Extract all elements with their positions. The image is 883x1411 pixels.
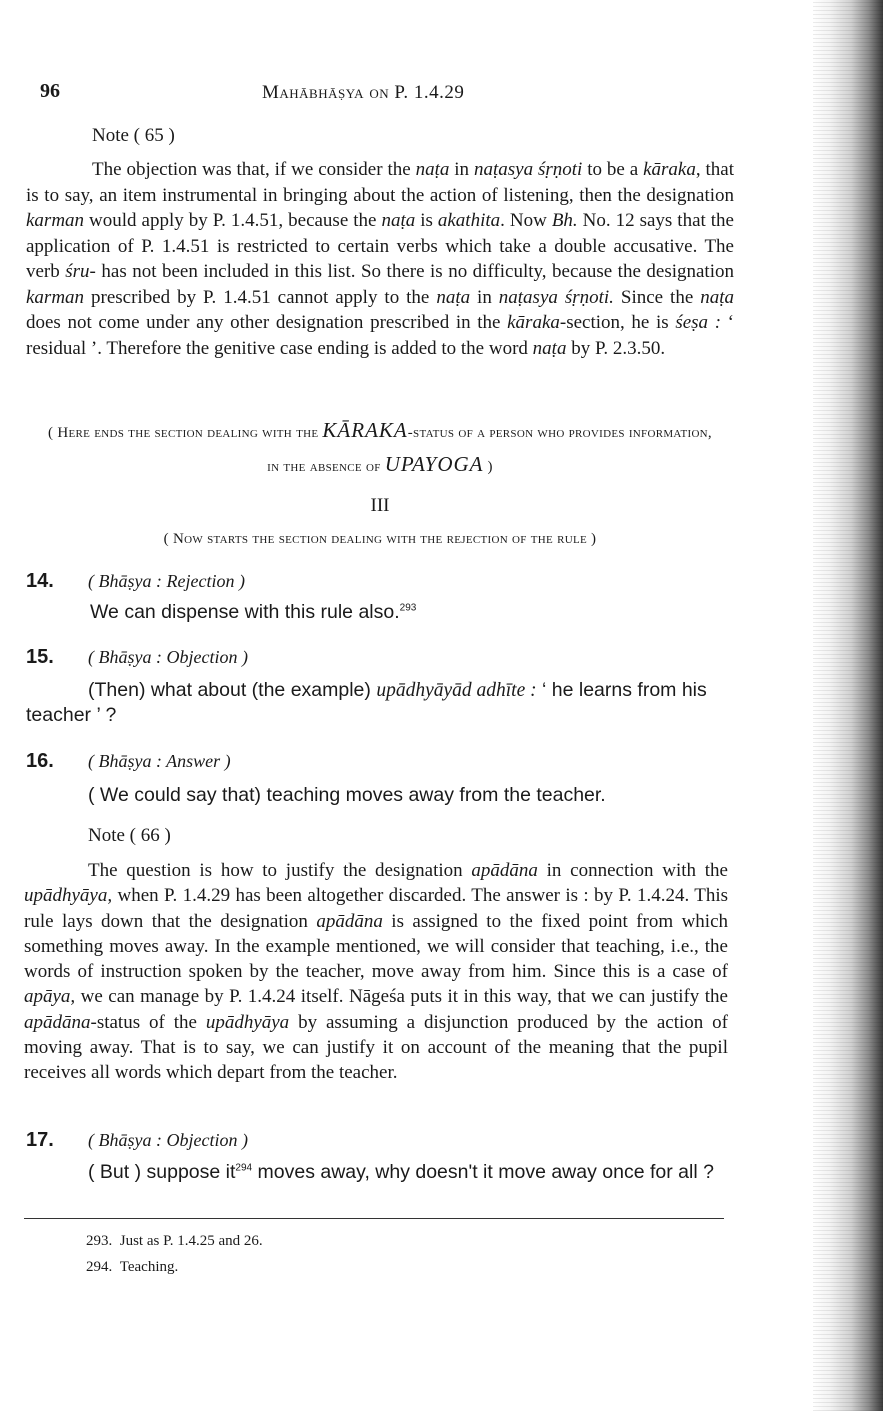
page-number: 96 xyxy=(40,80,60,102)
footnote-ref-294: 294 xyxy=(235,1162,253,1174)
running-title-text: Mahābhāṣya on xyxy=(262,82,390,103)
bhasya-14-text: We can dispense with this rule also.$^{293}$ xyxy=(90,601,417,623)
bhasya-17-text: ( But ) suppose $it^{294}$ moves away, why doesn't it move away once for all ? xyxy=(88,1161,714,1183)
item-number: 15. xyxy=(26,646,54,668)
bhasya-16-text: ( We could say that) teaching moves away from the teacher. xyxy=(88,784,606,806)
bhasya-label: ( Bhāṣya : Rejection ) xyxy=(88,571,245,591)
footnote-divider xyxy=(24,1218,724,1219)
section-end-notice: ( Here ends the section dealing with the KĀRAKA-status of a person who provides information, in the absence of UPAYOGA ) xyxy=(48,418,712,476)
book-spine-shadow xyxy=(813,0,883,1411)
bhasya-label: ( Bhāṣya : Answer ) xyxy=(88,751,231,771)
bhasya-item-14 xyxy=(26,570,746,598)
bhasya-item-17 xyxy=(26,1129,746,1157)
bhasya-label: ( Bhāṣya : Objection ) xyxy=(88,1130,248,1150)
footnote-294: 294. Teaching. xyxy=(86,1259,179,1275)
footnote-ref-293: 293 xyxy=(399,602,417,614)
page-header xyxy=(40,80,780,110)
bhasya-15-text: (Then) what about (the example) upādhyāyād adhīte : ‘ he learns from his teacher ’ ? xyxy=(26,679,707,726)
note-66-heading: Note ( 66 ) xyxy=(88,825,171,846)
item-number: 16. xyxy=(26,750,54,772)
note-65-heading: Note ( 65 ) xyxy=(92,125,175,146)
bhasya-item-15 xyxy=(26,646,746,674)
section-number: III xyxy=(370,495,390,516)
item-number: 14. xyxy=(26,570,54,592)
note-66-body: The question is how to justify the designation apādāna in connection with the upādhyāya, when P. 1.4.29 has been altogether discarded. The answer is : by P. 1.4.24. This rule lays down that the designation apādāna is assigned to the fixed point from which something moves away. In the example mentioned, we will consider that teaching, i.e., the words of instruction spoken by the teacher, move away from him. Since this is a case of apāya, we can manage by P. 1.4.24 itself. Nāgeśa puts it in this way, that we can justify the apādāna-status of the upādhyāya by assuming a disjunction produced by the action of moving away. That is to say, we can justify it on account of the meaning that the pupil receives all words which depart from the teacher. xyxy=(24,860,728,1084)
running-title xyxy=(262,82,464,104)
bhasya-item-16 xyxy=(26,750,746,778)
footnote-293: 293. Just as P. 1.4.25 and 26. xyxy=(86,1233,263,1249)
note-65-body: The objection was that, if we consider the naṭa in naṭasya śṛṇoti to be a kāraka, that is to say, an item instrumental in bringing about the action of listening, then the designation karman would apply by P. 1.4.51, because the naṭa is akathita. Now Bh. No. 12 says that the application of P. 1.4.51 is restricted to certain verbs which take a double accusative. The verb śru- has not been included in this list. So there is no difficulty, because the designation karman prescribed by P. 1.4.51 cannot apply to the naṭa in naṭasya śṛṇoti. Since the naṭa does not come under any other designation prescribed in the kāraka-section, he is śeṣa : ‘ residual ’. Therefore the genitive case ending is added to the word naṭa by P. 2.3.50. xyxy=(26,159,735,359)
bhasya-label: ( Bhāṣya : Objection ) xyxy=(88,647,248,667)
footnotes xyxy=(86,1228,263,1280)
section-start-notice: ( Now starts the section dealing with the rejection of the rule ) xyxy=(163,531,597,547)
running-title-reference: P. 1.4.29 xyxy=(394,82,465,103)
item-number: 17. xyxy=(26,1129,54,1151)
